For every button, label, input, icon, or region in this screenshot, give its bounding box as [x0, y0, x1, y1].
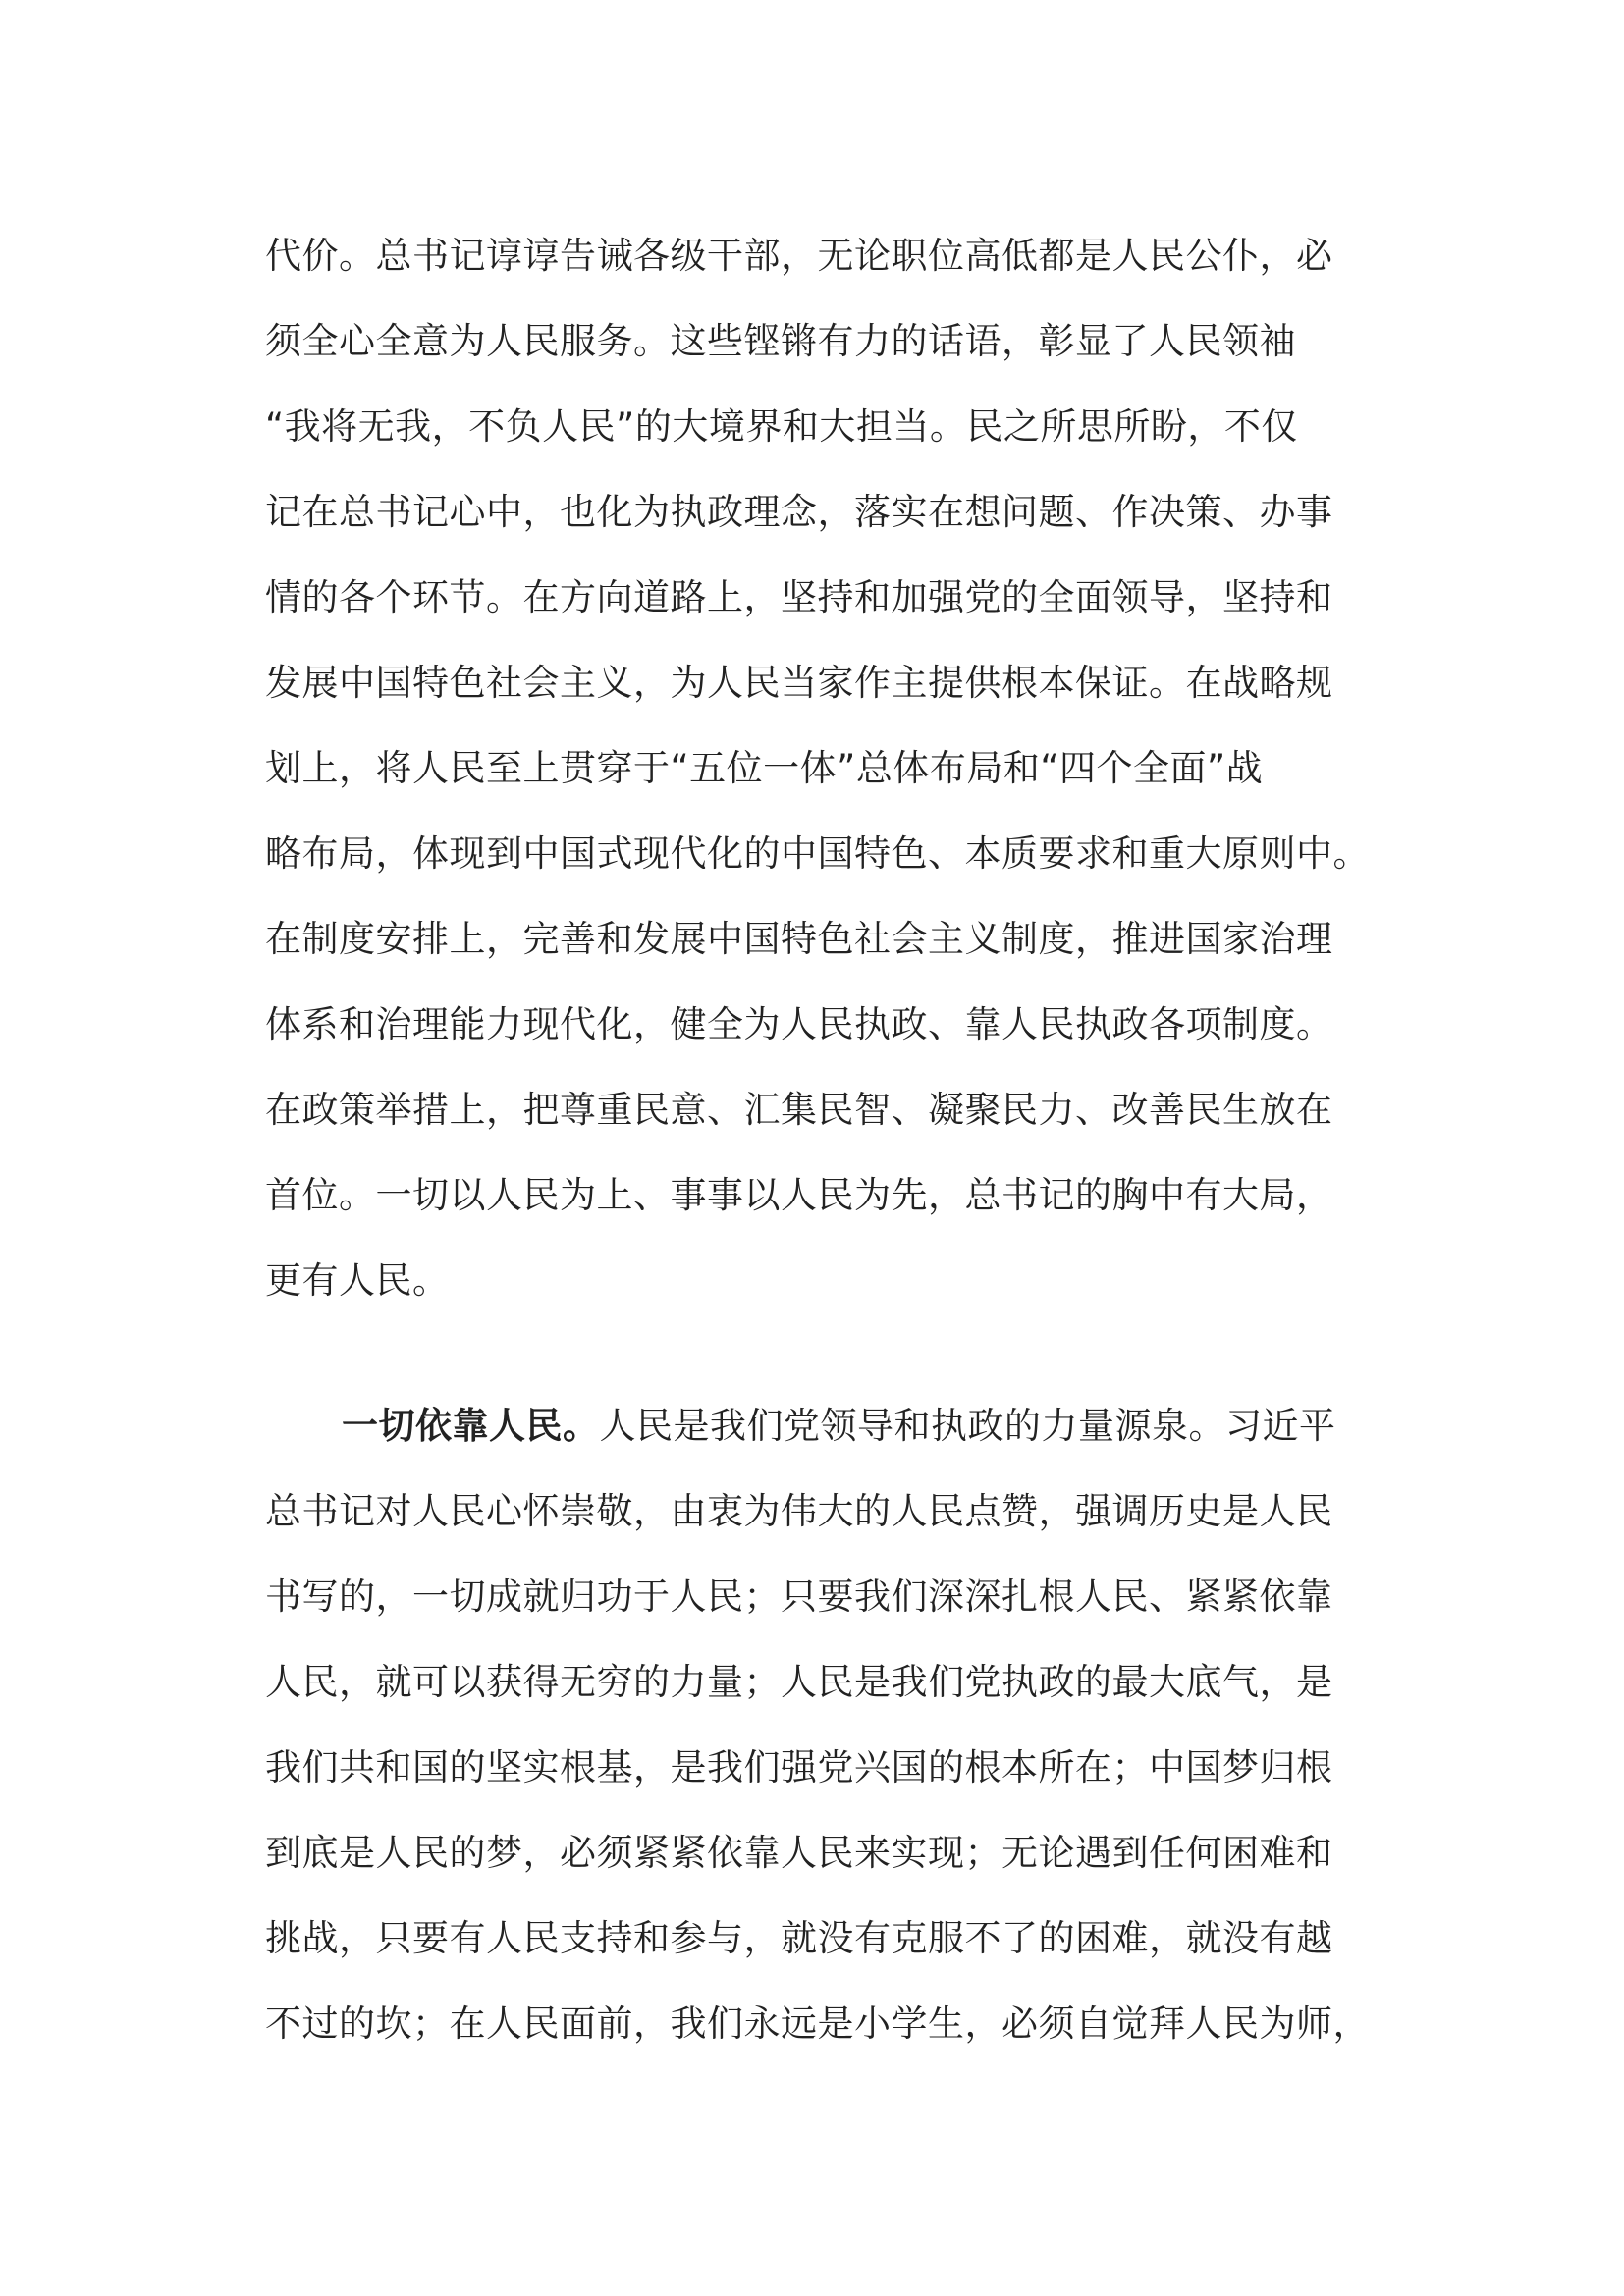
text-line: 记在总书记心中，也化为执政理念，落实在想问题、作决策、办事 — [265, 491, 1333, 533]
text-line: 总书记对人民心怀崇敬，由衷为伟大的人民点赞，强调历史是人民 — [265, 1490, 1333, 1532]
section-heading: 一切依靠人民。 — [342, 1405, 600, 1447]
text-line: 书写的，一切成就归功于人民；只要我们深深扎根人民、紧紧依靠 — [265, 1575, 1333, 1618]
text-line-first — [342, 1402, 1336, 1451]
text-line: 划上，将人民至上贯穿于“五位一体”总体布局和“四个全面”战 — [265, 747, 1264, 789]
text-line: 在政策举措上，把尊重民意、汇集民智、凝聚民力、改善民生放在 — [265, 1089, 1333, 1131]
text-line: “我将无我，不负人民”的大境界和大担当。民之所思所盼，不仅 — [265, 405, 1298, 448]
text-line: 略布局，体现到中国式现代化的中国特色、本质要求和重大原则中。 — [265, 832, 1370, 875]
text-run: 人民是我们党领导和执政的力量源泉。习近平 — [599, 1405, 1336, 1447]
text-line: 更有人民。 — [265, 1259, 450, 1302]
text-line: 人民，就可以获得无穷的力量；人民是我们党执政的最大底气，是 — [265, 1661, 1333, 1703]
text-line: 我们共和国的坚实根基，是我们强党兴国的根本所在；中国梦归根 — [265, 1746, 1333, 1789]
text-line: 到底是人民的梦，必须紧紧依靠人民来实现；无论遇到任何困难和 — [265, 1832, 1333, 1874]
text-line: 须全心全意为人民服务。这些铿锵有力的话语，彰显了人民领袖 — [265, 320, 1296, 362]
text-line: 在制度安排上，完善和发展中国特色社会主义制度，推进国家治理 — [265, 918, 1333, 960]
text-line: 不过的坎；在人民面前，我们永远是小学生，必须自觉拜人民为师， — [265, 2002, 1370, 2045]
text-line: 体系和治理能力现代化，健全为人民执政、靠人民执政各项制度。 — [265, 1003, 1333, 1045]
text-line: 代价。总书记谆谆告诫各级干部，无论职位高低都是人民公仆，必 — [265, 235, 1333, 277]
text-line: 挑战，只要有人民支持和参与，就没有克服不了的困难，就没有越 — [265, 1917, 1333, 1959]
text-line: 首位。一切以人民为上、事事以人民为先，总书记的胸中有大局， — [265, 1174, 1333, 1216]
text-line: 发展中国特色社会主义，为人民当家作主提供根本保证。在战略规 — [265, 662, 1333, 704]
text-line: 情的各个环节。在方向道路上，坚持和加强党的全面领导，坚持和 — [265, 576, 1333, 618]
